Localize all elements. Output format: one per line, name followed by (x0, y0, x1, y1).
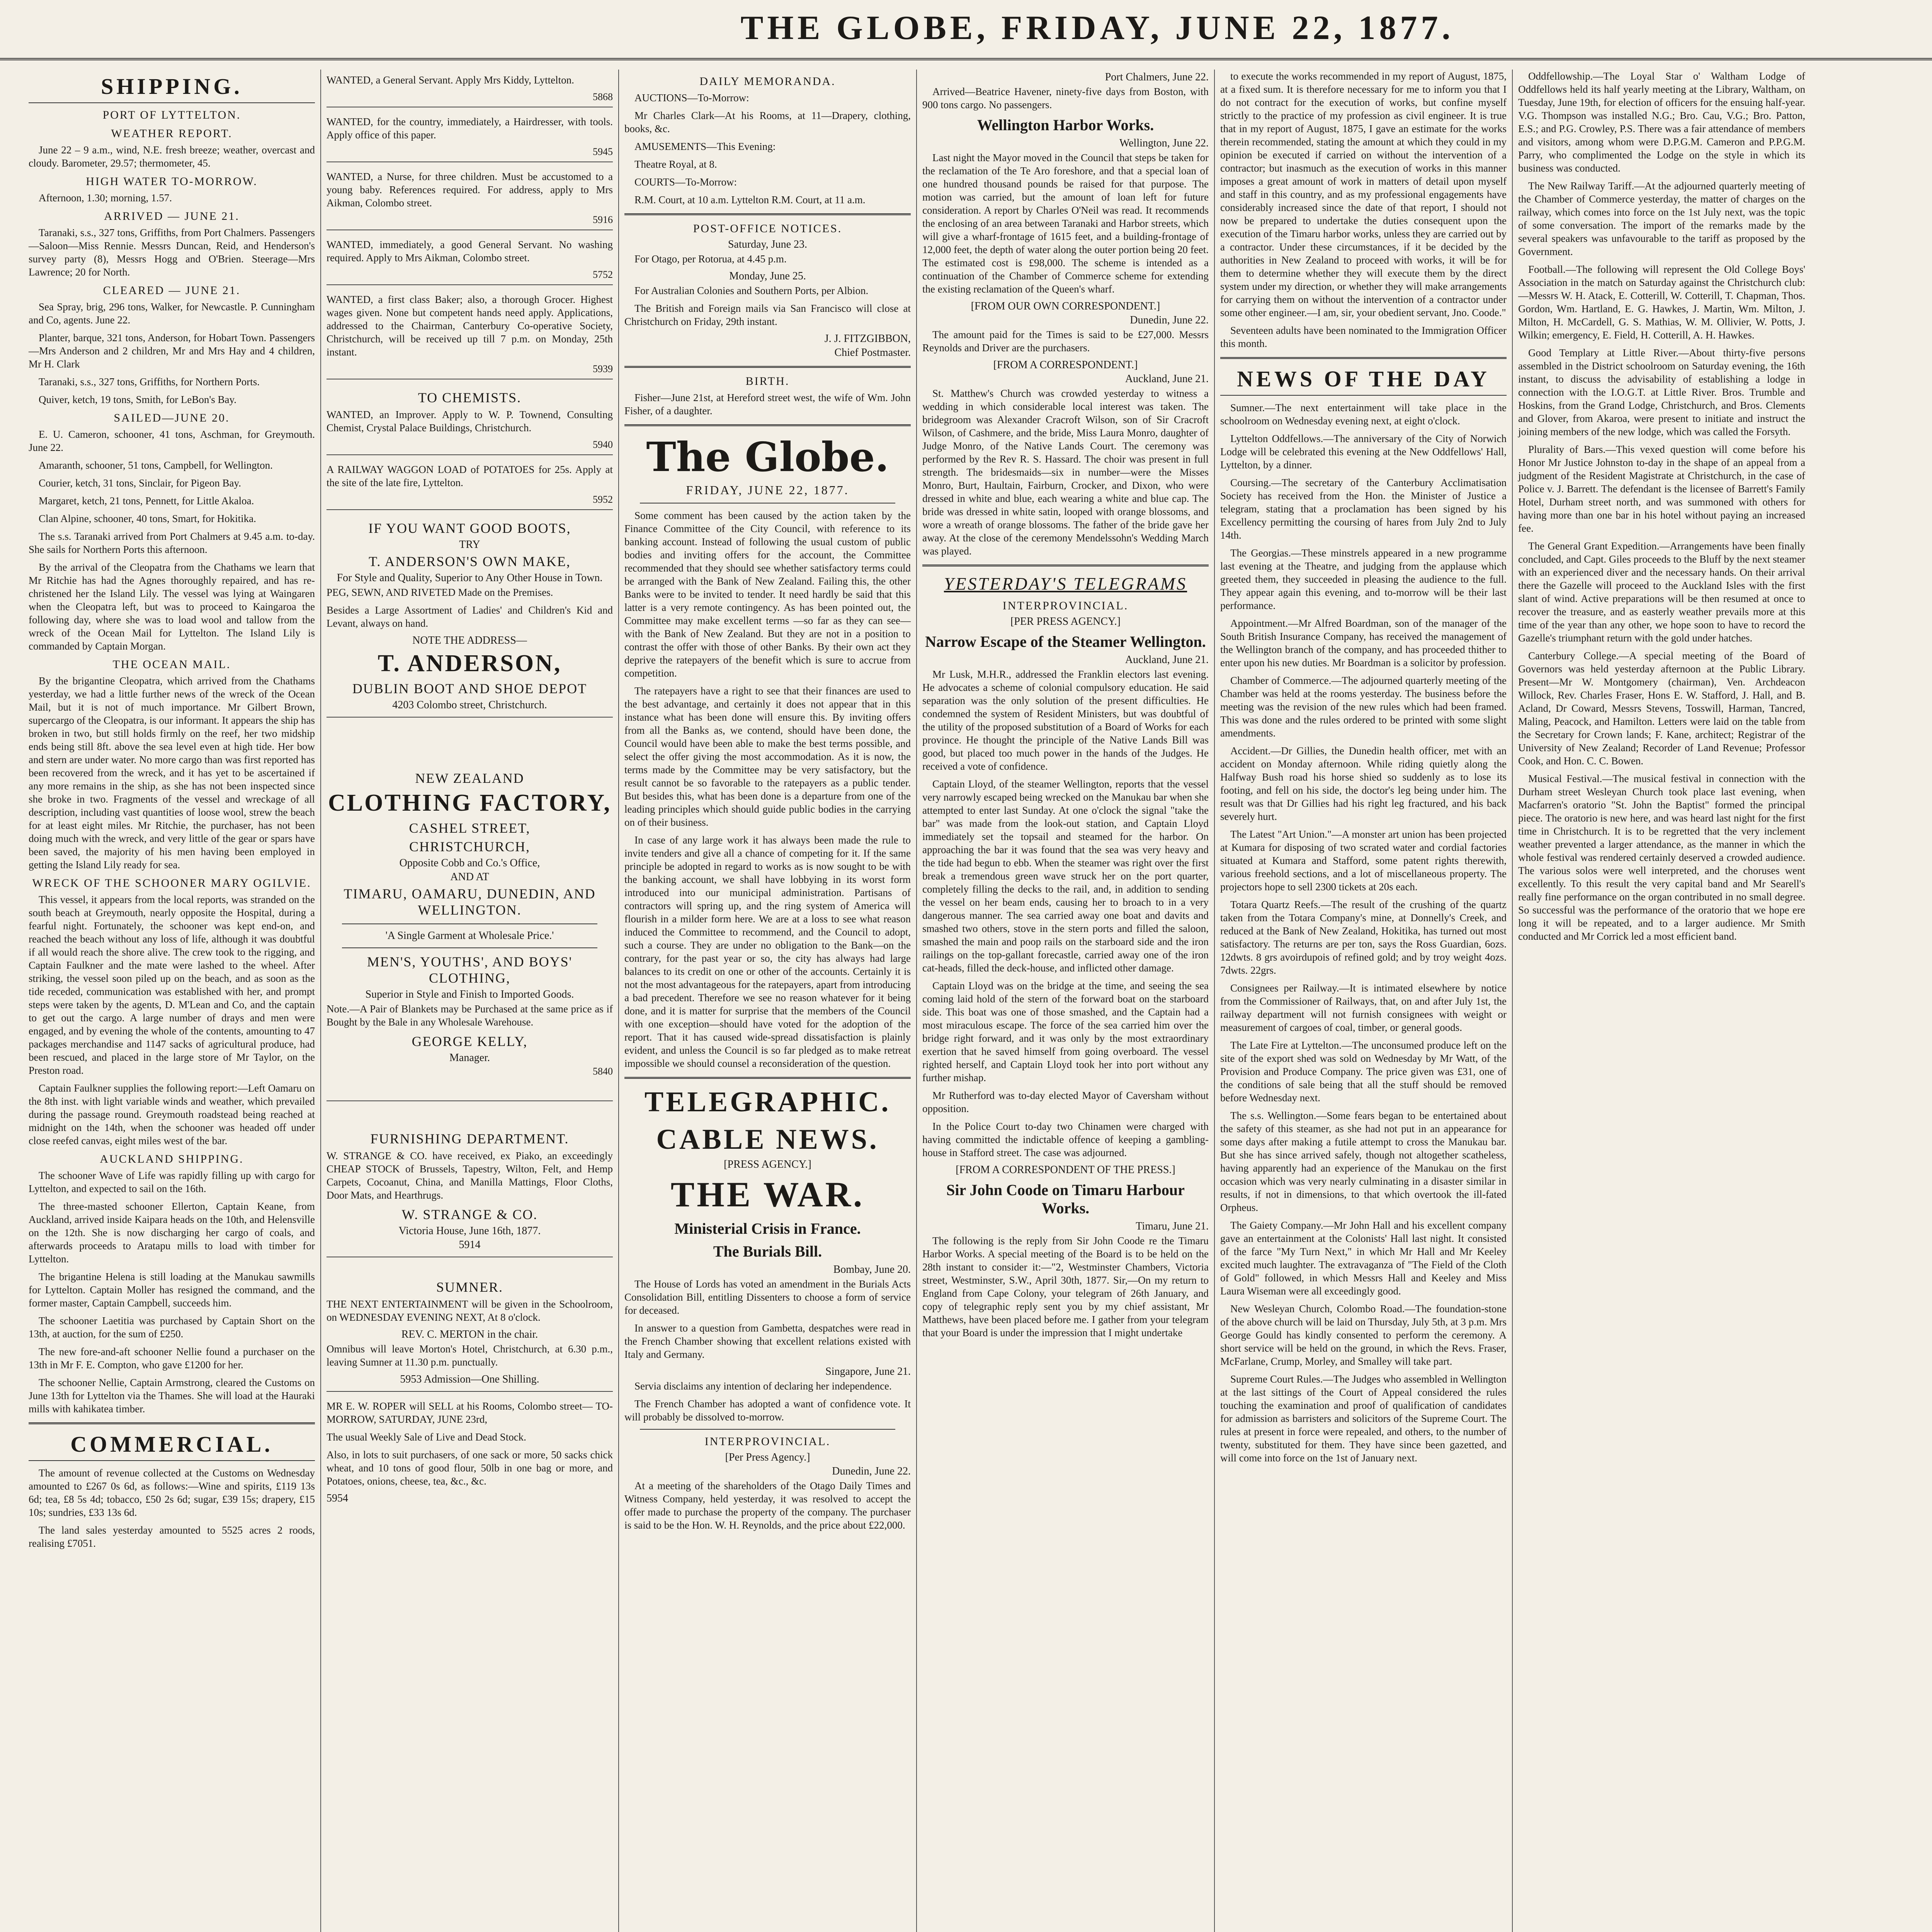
ad-text: MR E. W. ROPER will SELL at his Rooms, Colombo street— TO-MORROW, SATURDAY, JUNE 23rd, (327, 1400, 613, 1425)
ad-line: IF YOU WANT GOOD BOOTS, (368, 520, 571, 536)
ad-line: REV. C. MERTON in the chair. (401, 1328, 538, 1340)
postmaster-name: J. J. FITZGIBBON, (824, 333, 911, 345)
column-6 (1513, 70, 1811, 1932)
news-paragraph: Mr Lusk, M.H.R., addressed the Franklin electors last evening. He advocates a scheme of colonial compulsory education. He said separation was the only solution of the present difficulties. He condemned the system of Resident Ministers, but was doubtful of the utility of the proposed substitution of a Board of Works for each province. He thought the principle of the Native Lands Bill was good, but placed too much power in the hands of the Judges. He received a vote of confidence. (922, 668, 1209, 772)
news-paragraph: Mr Rutherford was to-day elected Mayor of Caversham without opposition. (922, 1090, 1209, 1114)
ad-line: NEW ZEALAND (415, 770, 524, 786)
sailed-item: Amaranth, schooner, 51 tons, Campbell, for Wellington. (39, 459, 273, 471)
news-item: Appointment.—Mr Alfred Boardman, son of the manager of the South British Insurance Company, has received the management of the Wellington branch of the company, and has proceeded thither to enter upon his new duties. Mr Boardman is a solicitor by profession. (1220, 617, 1507, 668)
columns (23, 70, 1932, 1932)
post-office-heading: POST-OFFICE NOTICES. (693, 222, 842, 235)
war-subheading: Ministerial Crisis in France. (674, 1220, 861, 1237)
ad-line: For Style and Quality, Superior to Any Other House in Town. (337, 572, 603, 584)
dateline: Bombay, June 20. (833, 1264, 911, 1276)
divider (1220, 357, 1507, 359)
weather-heading: WEATHER REPORT. (111, 127, 233, 140)
news-item: Lyttelton Oddfellows.—The anniversary of the City of Norwich Lodge will be celebrated this evening at the New Oddfellows' Hall, Lyttelton, by a dinner. (1220, 433, 1507, 471)
coode-heading: Sir John Coode on Timaru Harbour Works. (946, 1181, 1185, 1217)
ad-heading: FURNISHING DEPARTMENT. (370, 1131, 569, 1146)
news-item: Sumner.—The next entertainment will take place in the schoolroom on Wednesday evening next, at eight o'clock. (1220, 402, 1507, 427)
ad-line: NOTE THE ADDRESS— (412, 634, 527, 646)
post-line: For Otago, per Rotorua, at 4.45 p.m. (634, 253, 787, 265)
sailed-item: E. U. Cameron, schooner, 41 tons, Aschman, for Greymouth. June 22. (29, 429, 315, 453)
post-line: Saturday, June 23. (728, 238, 808, 250)
news-paragraph: Captain Lloyd, of the steamer Wellington, reports that the vessel very narrowly escaped being wrecked on the Manukau bar when she attempted to enter last Sunday. At one o'clock the signal "take the bar" was made from the look-out station, and Captain Lloyd immediately set the topsail and steamed for the harbor. On approaching the bar it was found that the sea was very heavy and the tide had begun to ebb. When the steamer was right over the first break a tremendous green wave struck her on the port quarter, completely filling the decks to the rail, and, in addition to sending the vessel on her beam ends, causing her to broach to in a very dangerous manner. The sea carried away one boat and davits and smashed two others, stove in the stern ports and filled the saloon, smashed the main and poop rails on the starboard side and the iron railings on the top-gallant forecastle, carried away one of the iron cat-heads, filled the deck-house, and inflicted other damage. (922, 778, 1209, 974)
leader-paragraph: The ratepayers have a right to see that their finances are used to the best advantage, and certainly it does not appear that in this instance what has been done will ensure this. By inviting offers from all the Banks as, we contend, should have been done, the Council would have been able to make the best terms possible, and select the offer giving the most accommodation. As it is now, the terms made by the Committee may be very satisfactory, but the result cannot be so favorable to the ratepayers as a public tender. But besides this, what has been done is a departure from one of the leading principles which should guide public bodies in the carrying on of their business. (624, 685, 911, 828)
news-paragraph: St. Matthew's Church was crowded yesterday to witness a wedding in which considerable local interest was taken. The bridegroom was Alexander Cracroft Wilson, son of Sir Cracroft Wilson, of Cashmere, and the bride, Miss Laura Monro, daughter of Judge Monro, of the Native Lands Court. The ceremony was performed by the Rev R. S. Hassard. The choir was present in full strength. The bridesmaids—six in number—were the Misses Monro, Burt, Haultain, Fairburn, Crocker, and Dixon, who were dressed in white and blue, each wearing a white and blue cap. The bride was dressed in white satin, looped with orange blossoms, and wore a wreath of orange blossoms. The father of the bride gave her away. At the close of the ceremony Mendelssohn's Wedding March was played. (922, 388, 1209, 557)
advertisement (327, 166, 613, 230)
divider (922, 565, 1209, 566)
ad-number: 5945 (593, 146, 613, 157)
divider (640, 1429, 895, 1430)
news-item: Supreme Court Rules.—The Judges who assembled in Wellington at the last sittings of the Court of Appeal considered the rules touching the examination and proof of qualification of candidates for admission as barristers and solicitors of the Supreme Court. The rules at present in force were repealed, and others, to the number of twenty, substituted for them. They have since been gazetted, and will come into force on the 1st of January next. (1220, 1373, 1507, 1464)
news-item: Oddfellowship.—The Loyal Star o' Waltham Lodge of Oddfellows held its half yearly meeting at the Library, Waltham, on Tuesday, June 19th, for election of officers for the ensuing half-year. V.G. Thompson was installed N.G.; Bro. Cau, V.G.; Bro. Patton, E.S.; and P.G. Crowley, P.S. There was a fair attendance of members and visitors, among whom were D.P.G.M. Cameron and P.P.G.M. Parry, who complimented the Lodge on the style in which its business was conducted. (1518, 70, 1805, 174)
auckland-item: The three-masted schooner Ellerton, Captain Keane, from Auckland, arrived inside Kaipara heads on the 10th, and Helensville on the 12th. She is now discharging her cargo of coals, and afterwards proceeds to Aratapu mills to load with timber for Lyttelton. (29, 1201, 315, 1265)
dateline: Auckland, June 21. (1125, 373, 1209, 385)
dateline: Wellington, June 22. (1119, 137, 1209, 149)
news-item: Chamber of Commerce.—The adjourned quarterly meeting of the Chamber was held at the rooms yesterday. The business before the meeting was the revision of the new rules which had been framed. This was done and the rules ordered to be printed with some slight amendments. (1220, 675, 1507, 739)
cleared-item: Quiver, ketch, 19 tons, Smith, for LeBon's Bay. (39, 394, 236, 405)
auckland-item: The schooner Laetitia was purchased by Captain Short on the 13th, at auction, for the sum of £250. (29, 1315, 315, 1340)
ad-line: 5953 Admission—One Shilling. (400, 1373, 539, 1385)
memo-line: AUCTIONS—To-Morrow: (634, 92, 749, 104)
auckland-item: The new fore-and-aft schooner Nellie found a purchaser on the 13th in Mr F. E. Compton, who gave £1200 for her. (29, 1346, 315, 1371)
ad-text: WANTED, a first class Baker; also, a thorough Grocer. Highest wages given. None but competent hands need apply. Applications, addressed to the Chairman, Canterbury Co-operative Society, Christchurch, will be received up till 7 p.m. on Monday, 25th instant. (327, 294, 613, 358)
news-item: The Georgias.—These minstrels appeared in a new programme last evening at the Theatre, and judging from the applause which greeted them, they succeeded in pleasing the audience to the full. They appear again this evening, and to-morrow will be their last performance. (1220, 547, 1507, 611)
ad-number: 5752 (593, 269, 613, 280)
ad-number: 5939 (593, 363, 613, 374)
news-item: Totara Quartz Reefs.—The result of the crushing of the quartz taken from the Totara Company's mine, at Donnelly's Creek, and reduced at the Bank of New Zealand, Hokitika, has turned out most satisfactory. The returns are per ton, says the Ross Guardian, 6ozs. 12dwts. 8 grs avoirdupois of refined gold; and by troy weight 4ozs. 7dwts. 22grs. (1220, 899, 1507, 976)
ad-line: Manager. (449, 1052, 490, 1064)
news-item: The Latest "Art Union."—A monster art union has been projected at Kumara for disposing of two scrated water and cordial factories situated at Kumara and Stafford, some patent rights therewith, various freehold sections, and a lot of miscellaneous property. The projectors hope to sell 2300 tickets at 20s each. (1220, 828, 1507, 893)
news-item: Musical Festival.—The musical festival in connection with the Durham street Wesleyan Church took place last evening, when Macfarren's oratorio "St. John the Baptist" formed the principal piece. The oratorio is new here, and was heard last night for the first time in Christchurch. It is to be regretted that the very inclement weather prevented a larger attendance, as the manner in which the whole festival was rendered certainly deserved a crowded audience. The various solos were well interpreted, and the choruses went excellently. To this result the very capital band and Mr Searell's really fine performance on the organ contributed in no small degree. So successful was the performance of the oratorio that we hope ere long it will be repeated, and to a larger audience. Mr Smith conducted and Mr Corrick led a most efficient band. (1518, 773, 1805, 942)
ad-line: T. ANDERSON'S OWN MAKE, (369, 554, 571, 569)
wellington-harbor-heading: Wellington Harbor Works. (977, 116, 1154, 134)
ad-line: Superior in Style and Finish to Imported Goods. (365, 988, 574, 1000)
war-heading: THE WAR. (670, 1175, 865, 1214)
news-item: The Late Fire at Lyttelton.—The unconsumed produce left on the site of the export shed was sold on Wednesday by Mr Watt, of the Provision and Produce Company. The price given was £31, one of the conditions of sale being that all the stuff should be removed before Wednesday next. (1220, 1039, 1507, 1104)
column-3 (619, 70, 917, 1932)
ad-text: Omnibus will leave Morton's Hotel, Christchurch, at 6.30 p.m., leaving Sumner at 11.30 p.m. punctually. (327, 1343, 613, 1368)
news-paragraph: Last night the Mayor moved in the Council that steps be taken for the reclamation of the Te Aro foreshore, and that a special loan of one hundred thousand pounds be raised for that purpose. The motion was carried, but the amount of loan left for future consideration. A report by Charles O'Neil was read. It recommends the enclosing of an area between Taranaki and Harbor streets, which will give a wharf-frontage of 1615 feet, and a building-frontage of 12,000 feet, the depth of water along the outer portion being 20 feet. The estimated cost is £98,000. The scheme is intended as a continuation of the Chamber of Commerce scheme for extending the existing reclamation of the Queen's wharf. (922, 152, 1209, 295)
boots-advertisement (327, 514, 613, 718)
divider (342, 923, 597, 924)
ad-text: WANTED, an Improver. Apply to W. P. Townend, Consulting Chemist, Crystal Palace Buildings, Christchurch. (327, 409, 613, 434)
ad-line: GEORGE KELLY, (412, 1034, 528, 1049)
correspondent-tag: [FROM A CORRESPONDENT OF THE PRESS.] (956, 1164, 1175, 1176)
arrived-item: Taranaki, s.s., 327 tons, Griffiths, from Port Chalmers. Passengers—Saloon—Miss Rennie. Messrs Duncan, Reid, and Henderson's survey party (8), Messrs Hogg and O'Brien. Steerage—Mrs Lawrence; 20 for North. (29, 227, 315, 278)
steamer-heading: Narrow Escape of the Steamer Wellington. (925, 633, 1206, 650)
ad-text: WANTED, for the country, immediately, a Hairdresser, with tools. Apply office of this paper. (327, 116, 613, 141)
ad-line: Victoria House, June 16th, 1877. (398, 1225, 541, 1237)
war-subheading: The Burials Bill. (713, 1243, 822, 1260)
advertisement (327, 459, 613, 510)
news-paragraph: The following is the reply from Sir John Coode re the Timaru Harbor Works. A special meeting of the Board is to be held on the 28th instant to consider it:—"2, Westminster Chambers, Victoria street, Westminster, S.W., April 30th, 1877. Sir,—On my return to England from Cape Colony, your telegram of 26th January, and copy of telegraphic reply sent you by my chief assistant, Mr Matthews, have been placed before me. I gather from your telegram that your Board is under the impression that I might undertake (922, 1235, 1209, 1338)
arrived-heading: ARRIVED — JUNE 21. (104, 210, 240, 223)
memo-line: COURTS—To-Morrow: (634, 176, 737, 188)
ad-number: 5840 (593, 1066, 613, 1077)
high-water: Afternoon, 1.30; morning, 1.57. (39, 192, 172, 204)
birth-heading: BIRTH. (745, 375, 790, 388)
war-paragraph: The French Chamber has adopted a want of confidence vote. It will probably be dissolved to-morrow. (624, 1398, 911, 1423)
sailed-item: Clan Alpine, schooner, 40 tons, Smart, for Hokitika. (39, 513, 256, 524)
ad-text: WANTED, a General Servant. Apply Mrs Kiddy, Lyttelton. (327, 74, 574, 86)
masthead (0, 0, 1932, 60)
ad-text: Note.—A Pair of Blankets may be Purchased at the same price as if Bought by the Bale in any Wholesale Warehouse. (327, 1003, 613, 1028)
globe-title: The Globe. (646, 433, 889, 481)
news-item: Football.—The following will represent the Old College Boys' Association in the match on Saturday against the Christchurch club:—Messrs W. H. Atack, E. Cotterill, W. Cotterill, T. Chapman, Thos. Gordon, Wm. Hartland, E. G. Hawkes, J. Martin, Wm. Milton, J. Milton, H. McCardell, G. S. Mathias, W. M. Ollivier, W. Potts, J. Wilkin; emergency, E. Field, H. Cotterill, A. H. Hawkes. (1518, 264, 1805, 341)
advertisement (327, 289, 613, 379)
high-water-heading: HIGH WATER TO-MORROW. (86, 175, 258, 188)
news-paragraph: Captain Lloyd was on the bridge at the time, and seeing the sea coming laid hold of the stern of the forward boat on the starboard side. This boat was one of those smashed, and the Captain had a most miraculous escape. The force of the sea carried him over the bridge right forward, and it was only by the most extraordinary exertion that he saved himself from going overboard. The vessel righted herself, and Captain Lloyd took her into port without any further mishap. (922, 980, 1209, 1083)
interprovincial-heading: INTERPROVINCIAL. (704, 1435, 831, 1448)
leader-paragraph: Some comment has been caused by the action taken by the Finance Committee of the City Council, with reference to its banking account. Instead of following the usual custom of public bodies and inviting offers for the account, the Committee recommended that they should see whether satisfactory terms could be arranged with the Bank of New Zealand. Failing this, the other Banks were to be invited to tender. It need hardly be said that this latter is a very remote contingency. As has been pointed out, the Committee may make excellent terms —so far as they can see—with the Bank of New Zealand. But they are not in a position to contrast the offer with those of other Banks. By their own act they deprive the ratepayers of the benefit which is sure to accrue from competition. (624, 510, 911, 679)
advertisement (327, 234, 613, 285)
ad-heading: SUMNER. (436, 1279, 503, 1295)
ad-number: 5940 (593, 439, 613, 450)
news-paragraph: to execute the works recommended in my report of August, 1875, at a fixed sum. It is therefore necessary for me to inform you that I do not contract for the execution of works, but confine myself strictly to the practice of my profession as civil engineer. It is true that in my report of August, 1875, I gave an estimate for the works therein recommended, stating the amount at which they could in my opinion be executed if carried on without the intervention of a contractor; but inasmuch as the execution of works in this manner imposes a great amount of work in matters of detail upon myself and staff in this country, and as my professional engagements have considerably increased since the date of that report, I should not now be prepared to undertake the duties consequent upon the execution of the Timaru harbor works, unless they are carried out by a contractor. Under these circumstances, if it be decided by the authorities in New Zealand to proceed with works, it will be for them to determine whether they will execute them by the direct system under my direction, or whether they will make arrangements for carrying them on without the intervention of a contractor under some other engineer.—I am, sir, your obedient servant, Jno. Coode." (1220, 70, 1507, 318)
divider (624, 424, 911, 426)
ad-text: PEG, SEWN, AND RIVETED Made on the Premises. (327, 587, 553, 598)
postmaster-title: Chief Postmaster. (834, 347, 911, 359)
advertisement (327, 111, 613, 162)
birth-notice: Fisher—June 21st, at Hereford street west, the wife of Wm. John Fisher, of a daughter. (624, 392, 911, 417)
ad-line: W. STRANGE & CO. (401, 1207, 538, 1222)
post-line: Monday, June 25. (729, 270, 806, 282)
furnishing-advertisement (327, 1105, 613, 1257)
dateline: Auckland, June 21. (1125, 654, 1209, 666)
correspondent-tag: [FROM OUR OWN CORRESPONDENT.] (971, 300, 1160, 312)
auckland-item: The brigantine Helena is still loading at the Manukau sawmills for Lyttelton. Captain Moller has resigned the command, and the former master, Captain Campbell, succeeds him. (29, 1271, 315, 1309)
war-paragraph: In answer to a question from Gambetta, despatches were read in the French Chamber showing that excellent relations existed with Italy and Germany. (624, 1322, 911, 1360)
news-item: The s.s. Wellington.—Some fears began to be entertained about the safety of this steamer, as she had not put in an appearance for some days after making a futile attempt to cross the Manukau bar. But she has since arrived safely, though not altogether scatheless, having apparently had an experience of the Manukau on the first occasion which was very nearly culminating in a disaster similar in results, if not in dimensions, to that which overtook the ill-fated Orpheus. (1220, 1110, 1507, 1213)
advertisement (327, 70, 613, 107)
auckland-shipping-heading: AUCKLAND SHIPPING. (100, 1153, 244, 1165)
ad-line: TRY (459, 539, 480, 551)
news-paragraph: Seventeen adults have been nominated to the Immigration Officer this month. (1220, 325, 1507, 349)
sailed-heading: SAILED—JUNE 20. (114, 412, 230, 424)
dateline: Port Chalmers, June 22. (1105, 71, 1209, 83)
dateline: Timaru, June 21. (1136, 1220, 1209, 1232)
divider (624, 1077, 911, 1079)
ad-number: 5954 (327, 1492, 348, 1504)
ad-text: Also, in lots to suit purchasers, of one sack or more, 50 sacks chick wheat, and 10 tons of good flour, 50lb in one bag or more, and Potatoes, onions, cheese, tea, &c., &c. (327, 1449, 613, 1487)
port-heading: PORT OF LYTTELTON. (102, 109, 241, 121)
memo-line: Mr Charles Clark—At his Rooms, at 11—Drapery, clothing, books, &c. (624, 110, 911, 134)
dateline: Dunedin, June 22. (832, 1465, 911, 1477)
ad-text: The usual Weekly Sale of Live and Dead Stock. (327, 1431, 526, 1443)
memo-line: Theatre Royal, at 8. (634, 158, 717, 170)
news-item: The General Grant Expedition.—Arrangements have been finally concluded, and Capt. Giles proceeds to the Bluff by the next steamer with an experienced diver and the necessary hands. On their arrival there the Gazelle will proceed to the Auckland Isles with the first slant of wind. Active preparations will be then resumed at once to recover the treasure, and as easterly weather prevails more at this time of the year than any other, we hope soon to have to record the Gazelle's triumphant return with the gold under hatches. (1518, 540, 1805, 644)
correspondent-tag: [FROM A CORRESPONDENT.] (993, 359, 1138, 371)
advertisement (327, 383, 613, 455)
divider (29, 1422, 315, 1424)
ad-name: T. ANDERSON, (378, 650, 562, 677)
press-agency: [PER PRESS AGENCY.] (1010, 616, 1121, 628)
commercial-item: The amount of revenue collected at the Customs on Wednesday amounted to £267 0s 6d, as follows:—Wine and spirits, £119 13s 6d; tea, £8 5s 4d; tobacco, £50 2s 6d; sugar, £39 15s; drapery, £15 10s; sundries, £33 13s 6d. (29, 1467, 315, 1518)
shipping-heading: SHIPPING. (29, 73, 315, 103)
ad-text: WANTED, a Nurse, for three children. Must be accustomed to a young baby. References required. For address, apply to Mrs Aikman, Colombo street. (327, 171, 613, 209)
dateline: Dunedin, June 22. (1130, 314, 1209, 326)
weather-report: June 22 – 9 a.m., wind, N.E. fresh breeze; weather, overcast and cloudy. Barometer, 29.57; thermometer, 45. (29, 144, 315, 169)
faulkner-report: Captain Faulkner supplies the following report:—Left Oamaru on the 8th inst. with light variable winds and weather, which prevailed during the passage round. Greymouth roadstead being reached at midnight on the 14th, when the schooner was headed off under close reefed canvas, eight miles west of the bar. (29, 1082, 315, 1146)
news-item: Plurality of Bars.—This vexed question will come before his Honor Mr Justice Johnston to-day in the shape of an appeal from a judgment of the Resident Magistrate at Christchurch, in the case of Police v. J. Barrett. The defendant is the licensee of Barrett's Family Hotel, Durham street north, and was summoned with others for having more than one bar in his hotel without paying an increased fee. (1518, 444, 1805, 534)
leader-paragraph: In case of any large work it has always been made the rule to invite tenders and give all a chance of competing for it. If the same principle be adopted in regard to works as is now sought to be with the banking account, we shall have lobbying in its worst form introduced into our municipal administration. Partisans of contractors will spring up, and the ring system of America will flourish in a milder form here. We are at a loss to see what reason induced the Committee to recommend, and the Council to adopt, such a course. They are under no obligation to the Bank—on the contrary, for the past year or so, the city has always had large balances to its credit on one or other of the accounts. Certainly it is not the most advantageous for the ratepayers, apart from introducing a bad precedent. Therefore we see no reason whatever for it being done, and it is matter for surprise that the members of the Council with one exception—should have voted for the adoption of the report. That it has caused wide-spread dissatisfaction is plainly evident, and unless the Council is so far pledged as to make retreat impossible we should counsel a reconsideration of the question. (624, 834, 911, 1069)
ad-line: CASHEL STREET, (409, 820, 531, 836)
memo-line: AMUSEMENTS—This Evening: (634, 141, 776, 152)
press-agency: [Per Press Agency.] (725, 1451, 810, 1463)
news-item: The New Railway Tariff.—At the adjourned quarterly meeting of the Chamber of Commerce yesterday, the matter of charges on the railway, which comes into force on the 1st July next, was the topic of some conversation. The import of the remarks made by the several speakers was unfavourable to the tariff as proposed by the Government. (1518, 180, 1805, 257)
ad-line: DUBLIN BOOT AND SHOE DEPOT (352, 681, 587, 696)
dateline: Singapore, June 21. (825, 1366, 911, 1378)
sailed-item: Margaret, ketch, 21 tons, Pennett, for Little Akaloa. (39, 495, 254, 507)
news-item: Good Templary at Little River.—About thirty-five persons assembled in the District schoolroom on Saturday evening, the 16th instant, to discuss the advisability of establishing a lodge in connection with the I.O.G.T. at Little River. Bros. Trumble and Hoskins, from the Grand Lodge, Christchurch, and Bros. Clements and Glover, from Akaroa, were present to initiate and instruct the joining members of the new lodge, which was called the Forsyth. (1518, 347, 1805, 437)
cleared-item: Taranaki, s.s., 327 tons, Griffiths, for Northern Ports. (39, 376, 260, 388)
auckland-item: The schooner Wave of Life was rapidly filling up with cargo for Lyttelton, and expected to sail on the 16th. (29, 1170, 315, 1194)
sumner-advertisement (327, 1261, 613, 1392)
news-paragraph: Arrived—Beatrice Havener, ninety-five days from Boston, with 900 tons cargo. No passengers. (922, 86, 1209, 111)
column-1 (23, 70, 321, 1932)
press-agency: [PRESS AGENCY.] (724, 1158, 811, 1170)
ad-number: 5952 (593, 494, 613, 505)
ad-line: Opposite Cobb and Co.'s Office, (399, 857, 540, 869)
ad-line: CHRISTCHURCH, (409, 839, 531, 854)
ad-text: A RAILWAY WAGGON LOAD of POTATOES for 25s. Apply at the site of the late fire, Lyttelton. (327, 464, 613, 488)
news-of-the-day-heading: NEWS OF THE DAY (1220, 366, 1507, 396)
globe-date: FRIDAY, JUNE 22, 1877. (686, 483, 849, 497)
ocean-mail-article: By the brigantine Cleopatra, which arrived from the Chathams yesterday, we had a little further news of the wreck of the Ocean Mail, but it is not of much importance. Mr Gilbert Brown, supercargo of the Cleopatra, is our informant. It appears the ship has broken in two, but still holds firmly on the reef, her two midship ends being still 8ft. above the sea level even at high tide. Her bow and stern are under water. No more cargo than was first reported has been recovered from the wreck, and it has yet to be ascertained if any more remains in the ship, as she has not been inspected since she broke in two. Fragments of the vessel and wreckage of all description, including vast quantities of loose wool, strew the beach for at least eight miles. Mr Ritchie, the purchaser, has not been doing much with the wreck, and very little of the gear or spars have been saved, the majority of his men having been employed in getting the Island Lily ready for sea. (29, 675, 315, 871)
news-item: Consignees per Railway.—It is intimated elsewhere by notice from the Commissioner of Railways, that, on and after July 1st, the railway department will not furnish consignees with weight or measurement of cargoes of coal, timber, or general goods. (1220, 982, 1507, 1033)
taranaki-note: The s.s. Taranaki arrived from Port Chalmers at 9.45 a.m. to-day. She sails for Northern Ports this afternoon. (29, 531, 315, 555)
ocean-mail-heading: THE OCEAN MAIL. (112, 658, 231, 671)
ad-line: 'A Single Garment at Wholesale Price.' (385, 930, 554, 942)
newspaper-title: THE GLOBE, FRIDAY, JUNE 22, 1877. (740, 9, 1454, 47)
cleared-item: Planter, barque, 321 tons, Anderson, for Hobart Town. Passengers—Mrs Anderson and 2 children, Mr and Mrs Hay and 4 children, Mr H. Clark (29, 332, 315, 370)
mary-ogilvie-heading: WRECK OF THE SCHOONER MARY OGILVIE. (32, 877, 311, 889)
auckland-item: The schooner Nellie, Captain Armstrong, cleared the Customs on June 13th for Lyttelton via the Thames. She will load at the Hauraki mills with kahikatea timber. (29, 1377, 315, 1415)
commercial-item: The land sales yesterday amounted to 5525 acres 2 roods, realising £7051. (29, 1524, 315, 1549)
ad-number: 5914 (459, 1239, 481, 1251)
divider (624, 213, 911, 215)
ad-number: 5916 (593, 214, 613, 225)
news-item: Coursing.—The secretary of the Canterbury Acclimatisation Society has received from the Hon. the Minister of Justice a telegram, stating that a proclamation has been signed by his Excellency permitting the coursing of hares from July 2nd to July 14th. (1220, 477, 1507, 541)
ad-line: TIMARU, OAMARU, DUNEDIN, AND WELLINGTON. (344, 886, 596, 918)
cleared-heading: CLEARED — JUNE 21. (103, 284, 241, 297)
ad-text: WANTED, immediately, a good General Servant. No washing required. Apply to Mrs Aikman, Colombo street. (327, 239, 613, 264)
sailed-item: Courier, ketch, 31 tons, Sinclair, for Pigeon Bay. (39, 477, 241, 489)
divider (342, 947, 597, 948)
clothing-factory-advertisement (327, 721, 613, 1101)
yesterdays-telegrams-heading: YESTERDAY'S TELEGRAMS (944, 574, 1187, 594)
news-paragraph: The amount paid for the Times is said to be £27,000. Messrs Reynolds and Driver are the purchasers. (922, 329, 1209, 354)
news-paragraph: In the Police Court to-day two Chinamen were charged with having committed the indictable offence of keeping a gambling-house in Stafford street. The case was adjourned. (922, 1121, 1209, 1158)
memo-line: R.M. Court, at 10 a.m. Lyttelton R.M. Court, at 11 a.m. (634, 194, 866, 206)
column-5 (1215, 70, 1513, 1932)
ad-text: W. STRANGE & CO. have received, ex Piako, an exceedingly CHEAP STOCK of Brussels, Tapestry, Wilton, Felt, and Hemp Carpets, Cocoanut, China, and Manilla Mattings, Floor Cloths, Door Mats, and Hearthrugs. (327, 1150, 613, 1201)
ad-number: 5868 (593, 91, 613, 102)
ad-name: CLOTHING FACTORY, (328, 790, 612, 816)
post-line: For Australian Colonies and Southern Ports, per Albion. (634, 285, 869, 296)
commercial-heading: COMMERCIAL. (29, 1431, 315, 1461)
telegraphic-heading: TELEGRAPHIC. (644, 1086, 891, 1118)
divider (624, 366, 911, 368)
news-item: The Gaiety Company.—Mr John Hall and his excellent company gave an entertainment at the Colonists' Hall last night. It consisted of the farce "My Turn Next," in which Mr Hall and Mr Keeley excited much laughter. The extravaganza of "The Field of the Cloth of Gold" followed, in which Messrs Hall and Keeley and Miss Laura Wiseman were all exceedingly good. (1220, 1219, 1507, 1297)
ad-line: MEN'S, YOUTHS', AND BOYS' CLOTHING, (367, 954, 573, 986)
post-line: The British and Foreign mails via San Francisco will close at Christchurch on Friday, 29th instant. (624, 303, 911, 327)
ad-line: 4203 Colombo street, Christchurch. (392, 699, 547, 711)
ad-line: AND AT (450, 871, 489, 883)
ad-text: Besides a Large Assortment of Ladies' and Children's Kid and Levant, always on hand. (327, 604, 613, 629)
cable-news-heading: CABLE NEWS. (656, 1124, 879, 1155)
mary-ogilvie-article: This vessel, it appears from the local reports, was stranded on the south beach at Greymouth, nearly opposite the Hospital, during a fearful night. Fortunately, the schooner was kept end-on, and reached the beach without any loss of life, although it was doubtful if all would reach the shore alive. The crew took to the rigging, and Captain Faulkner and the mate were lashed to the wheel. After striking, the vessel soon piled up on the beach, and as soon as the tide receded, communication was established with her, and prompt steps were taken by the agents, D. M'Lean and Co, and the captain to get out the cargo. A large number of drays and men were engaged, and by evening the whole of the contents, amounting to 47 packages merchandise and 1147 sacks of agricultural produce, had been rescued, and placed in the large store of Mr Taylor, on the Preston road. (29, 894, 315, 1076)
interprovincial-paragraph: At a meeting of the shareholders of the Otago Daily Times and Witness Company, held yesterday, it was resolved to accept the offer made to purchase the property of the company. The purchaser is said to be the Hon. W. H. Reynolds, and the price about £22,000. (624, 1480, 911, 1531)
ad-heading: TO CHEMISTS. (418, 390, 522, 405)
war-paragraph: Servia disclaims any intention of declaring her independence. (634, 1380, 892, 1392)
interprovincial-heading: INTERPROVINCIAL. (1002, 599, 1129, 612)
news-item: Canterbury College.—A special meeting of the Board of Governors was held yesterday afternoon at the Public Library. Present—Mr W. Montgomery (chairman), Ven. Archdeacon Willock, Rev. Charles Fraser, Hons E. W. Stafford, J. Hall, and B. Acland, Dr Coward, Messrs Stevens, Tosswill, Harman, Tancred, Maling, Peacock, and Hamilton. Letters were laid on the table from the Secretary for Crown lands; F. Kane, architect; Registrar of the University of New Zealand; Recorder of Land Revenue; Professor Cook, and Hon. C. C. Bowen. (1518, 650, 1805, 767)
news-item: New Wesleyan Church, Colombo Road.—The foundation-stone of the above church will be laid on Thursday, July 5th, at 3 p.m. Mrs George Gould has kindly consented to perform the ceremony. A short service will be held on the ground, in which the Revs. Fraser, McFarlane, Crump, Morley, and Smalley will take part. (1220, 1303, 1507, 1367)
cleared-item: Sea Spray, brig, 296 tons, Walker, for Newcastle. P. Cunningham and Co, agents. June 22. (29, 301, 315, 326)
column-4 (917, 70, 1215, 1932)
memoranda-heading: DAILY MEMORANDA. (699, 75, 836, 88)
war-paragraph: The House of Lords has voted an amendment in the Burials Acts Consolidation Bill, entitling Dissenters to choose a form of service for deceased. (624, 1278, 911, 1316)
roper-advertisement (327, 1396, 613, 1510)
cleopatra-note: By the arrival of the Cleopatra from the Chathams we learn that Mr Ritchie has had the Agnes thoroughly repaired, and has re-christened her the Island Lily. The vessel was lying at Waingaren when the Cleopatra left, but was to proceed to Kaingaroa the following day, where she was to load wool and tallow from the wreck of the Ocean Mail for Lyttelton. The Island Lily is commanded by Captain Morgan. (29, 561, 315, 652)
news-item: Accident.—Dr Gillies, the Dunedin health officer, met with an accident on Monday afternoon. While riding quietly along the Halfway Bush road his horse shied so suddenly as to lose its footing, and fell on his side, the doctor's leg being under him. The result was that Dr Gillies had his right leg fractured, and his back severely hurt. (1220, 745, 1507, 822)
column-2 (321, 70, 619, 1932)
ad-text: THE NEXT ENTERTAINMENT will be given in the Schoolroom, on WEDNESDAY EVENING NEXT, At 8 o'clock. (327, 1298, 613, 1323)
